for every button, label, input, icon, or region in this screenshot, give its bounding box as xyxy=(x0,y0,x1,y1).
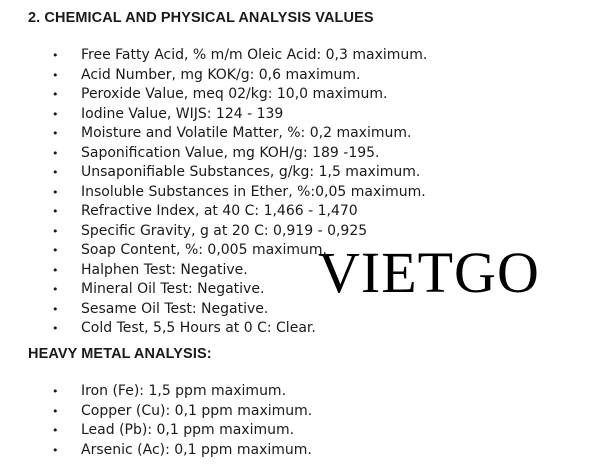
list-item-text: Moisture and Volatile Matter, %: 0,2 maximum. xyxy=(81,125,412,141)
list-item-text: Copper (Cu): 0,1 ppm maximum. xyxy=(81,402,313,419)
list-item-text: Saponification Value, mg KOH/g: 189 -195. xyxy=(81,144,380,161)
bullet-icon: • xyxy=(52,322,59,335)
list-item xyxy=(0,441,312,461)
section-heading-heavy-metal: HEAVY METAL ANALYSIS: xyxy=(28,346,212,362)
list-item xyxy=(0,382,312,402)
list-item-text: Arsenic (Ac): 0,1 ppm maximum. xyxy=(81,441,312,458)
list-item xyxy=(0,421,312,441)
bullet-icon: • xyxy=(52,88,59,101)
list-item xyxy=(0,105,427,125)
list-item-text: Iodine Value, WIJS: 124 - 139 xyxy=(81,105,284,122)
bullet-icon: • xyxy=(52,146,59,160)
list-item xyxy=(0,319,427,339)
list-item xyxy=(0,66,427,86)
bullet-icon: • xyxy=(52,68,59,82)
heavy-metal-list xyxy=(0,382,312,460)
list-item-text: Refractive Index, at 40 C: 1,466 - 1,470 xyxy=(81,203,358,219)
bullet-icon: • xyxy=(52,49,59,62)
bullet-icon: • xyxy=(52,205,59,218)
section-heading-chemical-physical: 2. CHEMICAL AND PHYSICAL ANALYSIS VALUES xyxy=(28,10,374,26)
list-item xyxy=(0,144,427,164)
list-item-text: Cold Test, 5,5 Hours at 0 C: Clear. xyxy=(81,320,316,336)
bullet-icon: • xyxy=(52,302,59,316)
bullet-icon: • xyxy=(52,404,59,418)
list-item-text: Free Fatty Acid, % m/m Oleic Acid: 0,3 maximum. xyxy=(81,47,428,63)
list-item xyxy=(0,46,427,66)
bullet-icon: • xyxy=(52,263,59,277)
bullet-icon: • xyxy=(52,166,59,179)
list-item-text: Iron (Fe): 1,5 ppm maximum. xyxy=(81,383,287,399)
bullet-icon: • xyxy=(52,127,59,140)
list-item-text: Halphen Test: Negative. xyxy=(81,261,248,278)
bullet-icon: • xyxy=(52,385,59,398)
list-item-text: Mineral Oil Test: Negative. xyxy=(81,281,265,297)
bullet-icon: • xyxy=(52,283,59,296)
list-item xyxy=(0,163,427,183)
list-item xyxy=(0,183,427,203)
list-item-text: Insoluble Substances in Ether, %:0,05 maximum. xyxy=(81,183,426,200)
list-item-text: Lead (Pb): 0,1 ppm maximum. xyxy=(81,422,295,438)
vietgo-watermark: VIETGO xyxy=(318,240,540,305)
bullet-icon: • xyxy=(52,107,59,121)
list-item-text: Soap Content, %: 0,005 maximum. xyxy=(81,242,327,258)
list-item-text: Acid Number, mg KOK/g: 0,6 maximum. xyxy=(81,66,361,83)
bullet-icon: • xyxy=(52,443,59,457)
list-item-text: Unsaponifiable Substances, g/kg: 1,5 maximum. xyxy=(81,164,421,180)
list-item-text: Specific Gravity, g at 20 C: 0,919 - 0,925 xyxy=(81,222,368,239)
bullet-icon: • xyxy=(52,185,59,199)
list-item-text: Peroxide Value, meq 02/kg: 10,0 maximum. xyxy=(81,86,388,102)
list-item xyxy=(0,222,427,242)
bullet-icon: • xyxy=(52,224,59,238)
bullet-icon: • xyxy=(52,424,59,437)
list-item xyxy=(0,124,427,144)
list-item xyxy=(0,85,427,105)
bullet-icon: • xyxy=(52,244,59,257)
list-item xyxy=(0,202,427,222)
list-item xyxy=(0,402,312,422)
list-item-text: Sesame Oil Test: Negative. xyxy=(81,300,269,317)
